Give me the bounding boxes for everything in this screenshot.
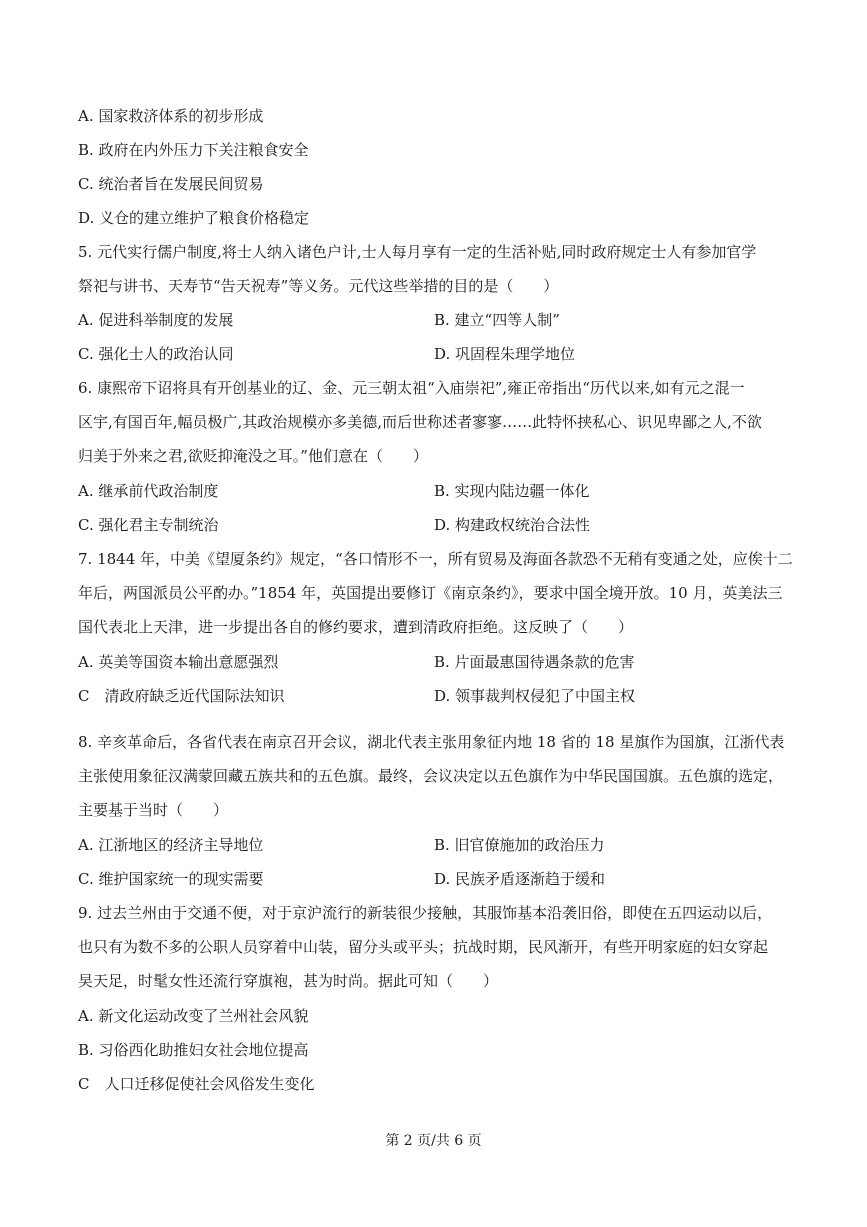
q9-stem-line1: 9. 过去兰州由于交通不便，对于京沪流行的新装很少接触，其服饰基本沿袭旧俗，即使在五四运动以后， (78, 904, 773, 922)
q5-option-b: B. 建立“四等人制” (434, 311, 560, 329)
q9-option-a: A. 新文化运动改变了兰州社会风貌 (78, 1007, 309, 1025)
q9-option-c: C 人口迁移促使社会风俗发生变化 (78, 1075, 315, 1093)
q4-option-b: B. 政府在内外压力下关注粮食安全 (78, 141, 309, 159)
q7-option-a: A. 英美等国资本输出意愿强烈 (78, 653, 279, 671)
q6-option-d: D. 构建政权统治合法性 (434, 516, 591, 534)
q4-option-a: A. 国家救济体系的初步形成 (78, 107, 264, 125)
q8-stem-line3: 主要基于当时（ ） (78, 801, 229, 819)
q6-option-a: A. 继承前代政治制度 (78, 482, 219, 500)
q6-option-b: B. 实现内陆边疆一体化 (434, 482, 590, 500)
q7-option-c: C 清政府缺乏近代国际法知识 (78, 687, 285, 705)
q7-stem-line2: 年后，两国派员公平酌办。”1854 年，英国提出要修订《南京条约》，要求中国全境开放。10 月，英美法三 (78, 584, 783, 602)
q6-stem-line2: 区宇,有国百年,幅员极广,其政治规模亦多美德,而后世称述者寥寥……此特怀挟私心、识见卑鄙之人,不欲 (78, 413, 762, 431)
q5-option-c: C. 强化士人的政治认同 (78, 345, 234, 363)
q7-stem-line1: 7. 1844 年，中美《望厦条约》规定，“各口情形不一，所有贸易及海面各款恐不无稍有变通之处，应俟十二 (78, 550, 793, 568)
page-footer: 第 2 页/共 6 页 (385, 1133, 482, 1149)
q8-stem-line2: 主张使用象征汉满蒙回藏五族共和的五色旗。最终，会议决定以五色旗作为中华民国国旗。五色旗的选定， (78, 767, 784, 785)
q8-option-b: B. 旧官僚施加的政治压力 (434, 836, 605, 854)
q4-option-c: C. 统治者旨在发展民间贸易 (78, 175, 264, 193)
q8-option-d: D. 民族矛盾逐渐趋于缓和 (434, 870, 606, 888)
q9-option-b: B. 习俗西化助推妇女社会地位提高 (78, 1041, 309, 1059)
q7-option-d: D. 领事裁判权侵犯了中国主权 (434, 687, 636, 705)
q4-option-d: D. 义仓的建立维护了粮食价格稳定 (78, 209, 310, 227)
q5-stem-line2: 祭祀与讲书、天寿节“告天祝寿”等义务。元代这些举措的目的是（ ） (78, 277, 559, 295)
q6-option-c: C. 强化君主专制统治 (78, 516, 219, 534)
q7-option-b: B. 片面最惠国待遇条款的危害 (434, 653, 635, 671)
q6-stem-line1: 6. 康熙帝下诏将具有开创基业的辽、金、元三朝太祖“入庙崇祀”,雍正帝指出“历代以来,如有元之混一 (78, 379, 745, 397)
q5-option-d: D. 巩固程朱理学地位 (434, 345, 576, 363)
q8-option-c: C. 维护国家统一的现实需要 (78, 870, 264, 888)
q9-stem-line3: 旲天足，时髦女性还流行穿旗袍，甚为时尚。据此可知（ ） (78, 972, 499, 990)
q5-option-a: A. 促进科举制度的发展 (78, 311, 234, 329)
q6-stem-line3: 归美于外来之君,欲贬抑淹没之耳。”他们意在（ ） (78, 447, 428, 465)
q7-stem-line3: 国代表北上天津，进一步提出各自的修约要求，遭到清政府拒绝。这反映了（ ） (78, 618, 634, 636)
q8-stem-line1: 8. 辛亥革命后，各省代表在南京召开会议，湖北代表主张用象征内地 18 省的 18 星旗作为国旗，江浙代表 (78, 733, 785, 751)
q9-stem-line2: 也只有为数不多的公职人员穿着中山装，留分头或平头；抗战时期，民风渐开，有些开明家庭的妇女穿起 (78, 938, 769, 956)
q5-stem-line1: 5. 元代实行儒户制度,将士人纳入诸色户计,士人每月享有一定的生活补贴,同时政府规定士人有参加官学 (78, 243, 757, 261)
q8-option-a: A. 江浙地区的经济主导地位 (78, 836, 264, 854)
